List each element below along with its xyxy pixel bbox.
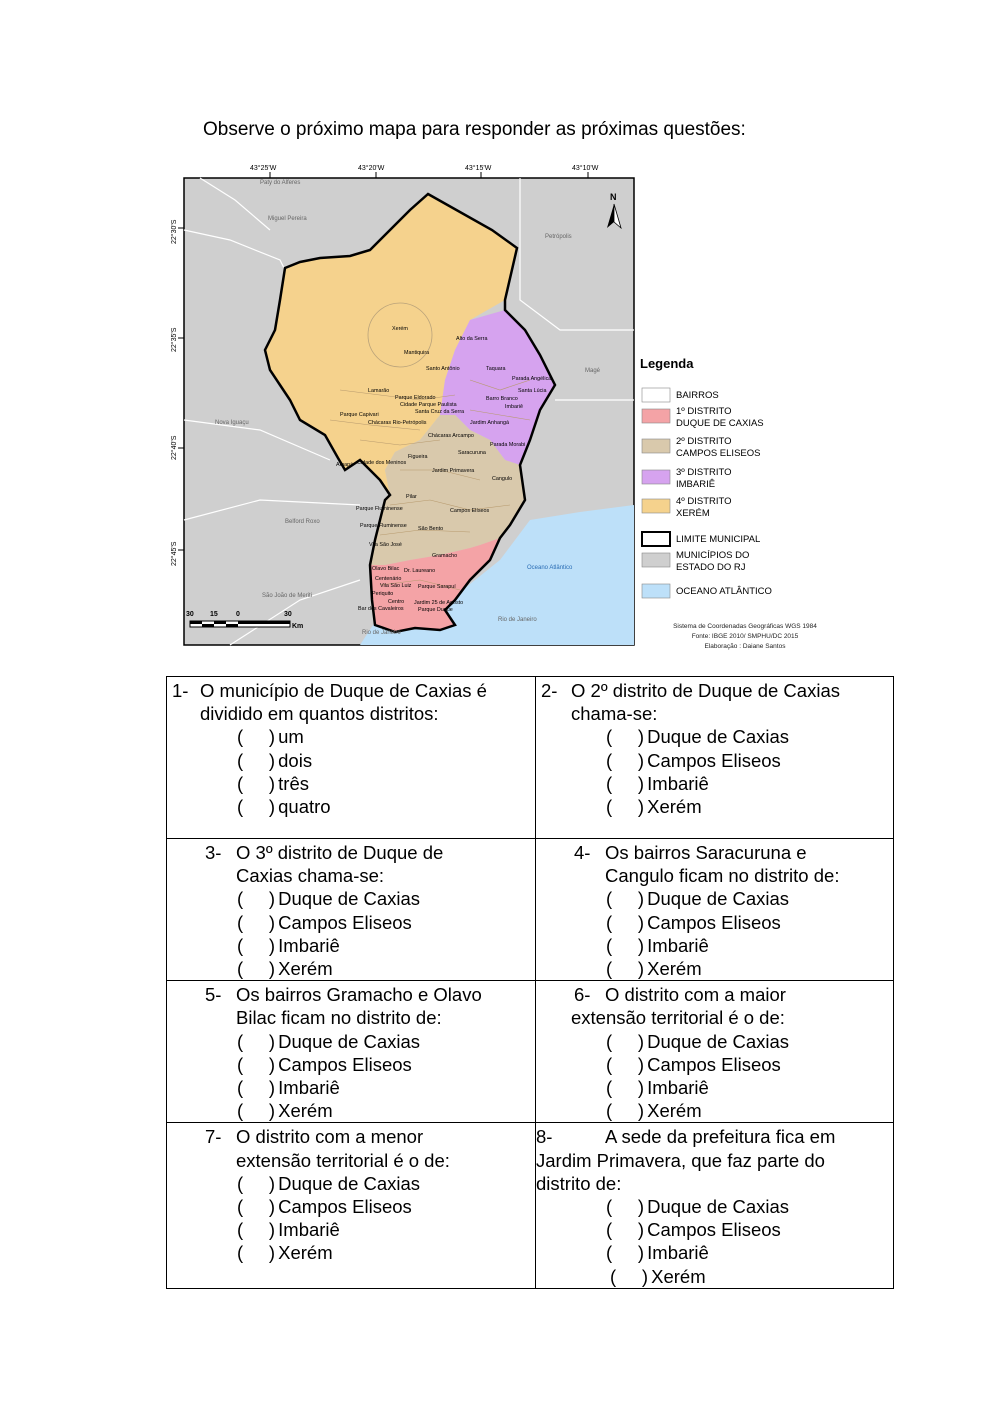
question-line: Caxias chama-se: bbox=[236, 865, 385, 887]
answer-checkbox[interactable]: ( ) bbox=[237, 888, 276, 910]
question-line: dividido em quantos distritos: bbox=[200, 703, 439, 725]
neighborhood-label: Mantiquira bbox=[404, 350, 430, 356]
question-cell bbox=[167, 677, 536, 839]
answer-option[interactable] bbox=[536, 934, 893, 957]
question-number: 2- bbox=[541, 680, 558, 701]
answer-label: Campos Eliseos bbox=[273, 911, 412, 933]
question-line: A sede da prefeitura fica em bbox=[605, 1126, 836, 1148]
question-number: 3- bbox=[205, 842, 222, 863]
municipality-label: Nova Iguaçu bbox=[215, 420, 249, 426]
neighborhood-label: Parque Duque bbox=[418, 607, 453, 613]
neighborhood-label: Jardim Anhangá bbox=[470, 420, 509, 426]
neighborhood-label: Centenário bbox=[375, 576, 402, 582]
answer-checkbox[interactable]: ( ) bbox=[606, 888, 645, 910]
neighborhood-label: São Bento bbox=[418, 526, 444, 532]
neighborhood-label: Centro bbox=[388, 599, 405, 605]
municipality-label: Petrópolis bbox=[545, 234, 572, 240]
map-svg bbox=[160, 158, 860, 658]
answer-label: Duque de Caxias bbox=[642, 1030, 790, 1052]
answer-checkbox[interactable]: ( ) bbox=[237, 1242, 276, 1264]
neighborhood-label: Parque Fluminense bbox=[356, 506, 403, 512]
answer-label: Xerém bbox=[642, 1100, 702, 1122]
answer-checkbox[interactable]: ( ) bbox=[237, 1172, 276, 1194]
municipality-label: Belford Roxo bbox=[285, 519, 320, 525]
answer-option[interactable] bbox=[536, 772, 893, 795]
question-line: Bilac ficam no distrito de: bbox=[236, 1007, 442, 1029]
north-label: N bbox=[610, 192, 617, 202]
lat-label: 22°40'S bbox=[171, 435, 178, 460]
answer-label: Xerém bbox=[646, 1265, 706, 1287]
answer-checkbox[interactable]: ( ) bbox=[606, 1196, 645, 1218]
lat-label: 22°35'S bbox=[171, 327, 178, 352]
question-number: 5- bbox=[205, 984, 222, 1006]
neighborhood-label: Figueira bbox=[408, 454, 428, 460]
neighborhood-label: Barro Branco bbox=[486, 396, 518, 402]
answer-option[interactable] bbox=[167, 749, 535, 772]
ocean-label: Oceano Atlântico bbox=[527, 565, 573, 571]
lat-label: 22°30'S bbox=[171, 219, 178, 244]
intro-text: Observe o próximo mapa para responder as próximas questões: bbox=[203, 119, 746, 140]
answer-option[interactable] bbox=[167, 1099, 535, 1122]
questions-table bbox=[166, 676, 894, 1289]
municipality-label: Miguel Pereira bbox=[268, 216, 307, 222]
legend-label: 3º DISTRITO bbox=[676, 467, 732, 478]
answer-checkbox[interactable]: ( ) bbox=[237, 749, 276, 771]
legend-label: OCEANO ATLÂNTICO bbox=[676, 586, 772, 597]
answer-checkbox[interactable]: ( ) bbox=[606, 1053, 645, 1075]
scale-unit: Km bbox=[292, 623, 304, 630]
question-cell bbox=[167, 981, 536, 1123]
answer-checkbox[interactable]: ( ) bbox=[606, 749, 645, 771]
scale-tick: 30 bbox=[284, 611, 292, 618]
answer-checkbox[interactable]: ( ) bbox=[237, 796, 276, 818]
answer-label: Xerém bbox=[642, 958, 702, 980]
municipality-label: Rio de Janeiro bbox=[362, 630, 401, 636]
answer-option[interactable] bbox=[536, 1218, 893, 1241]
answer-label: Campos Eliseos bbox=[642, 749, 781, 771]
answer-checkbox[interactable]: ( ) bbox=[606, 958, 645, 980]
answer-checkbox[interactable]: ( ) bbox=[606, 934, 645, 956]
answer-option[interactable] bbox=[536, 1265, 893, 1288]
answer-option[interactable] bbox=[536, 1053, 893, 1076]
legend-label: XERÉM bbox=[676, 508, 710, 519]
answer-option[interactable] bbox=[167, 725, 535, 748]
neighborhood-label: Santa Lúcia bbox=[518, 388, 547, 394]
neighborhood-label: Parque Capivari bbox=[340, 412, 379, 418]
answer-label: Campos Eliseos bbox=[642, 1219, 781, 1241]
legend-label: ESTADO DO RJ bbox=[676, 562, 746, 573]
legend-swatch bbox=[642, 439, 670, 453]
neighborhood-label: Parque Fluminense bbox=[360, 523, 407, 529]
legend-title: Legenda bbox=[640, 356, 694, 371]
neighborhood-label: Bar dos Cavaleiros bbox=[358, 606, 404, 612]
credit-line: Elaboração : Daiane Santos bbox=[704, 643, 786, 650]
answer-label: Imbariê bbox=[642, 1077, 709, 1099]
answer-option[interactable] bbox=[536, 887, 893, 910]
neighborhood-label: Campos Elíseos bbox=[450, 508, 490, 514]
answer-label: Xerém bbox=[273, 1242, 333, 1264]
question-number: 1- bbox=[172, 680, 189, 701]
legend-label: CAMPOS ELISEOS bbox=[676, 448, 761, 459]
neighborhood-label: Dr. Laureano bbox=[404, 568, 436, 574]
answer-label: Duque de Caxias bbox=[273, 1172, 421, 1194]
question-line: O município de Duque de Caxias é bbox=[200, 680, 487, 701]
question-line: distrito de: bbox=[536, 1172, 622, 1194]
answer-label: Campos Eliseos bbox=[642, 1053, 781, 1075]
municipality-label: São João de Meriti bbox=[262, 593, 313, 599]
question-line: Cangulo ficam no distrito de: bbox=[605, 865, 840, 887]
neighborhood-label: Vila São Luiz bbox=[380, 583, 412, 589]
answer-checkbox[interactable]: ( ) bbox=[237, 1219, 276, 1241]
answer-option[interactable] bbox=[536, 957, 893, 980]
answer-label: Imbariê bbox=[273, 934, 340, 956]
neighborhood-label: Santa Cruz da Serra bbox=[415, 409, 465, 415]
answer-checkbox[interactable]: ( ) bbox=[237, 726, 276, 748]
answer-label: Campos Eliseos bbox=[273, 1053, 412, 1075]
lon-label: 43°25'W bbox=[250, 165, 277, 172]
legend-label: 2º DISTRITO bbox=[676, 436, 732, 447]
question-cell bbox=[536, 839, 894, 981]
neighborhood-label: Jardim Primavera bbox=[432, 468, 475, 474]
answer-checkbox[interactable]: ( ) bbox=[606, 772, 645, 794]
neighborhood-label: Pilar bbox=[406, 494, 417, 500]
question-text bbox=[536, 1125, 893, 1148]
question-cell bbox=[167, 839, 536, 981]
answer-checkbox[interactable]: ( ) bbox=[237, 1053, 276, 1075]
district-map bbox=[160, 158, 860, 658]
scale-tick: 0 bbox=[236, 611, 240, 618]
map-credits bbox=[673, 623, 817, 650]
answer-option[interactable] bbox=[167, 887, 535, 910]
answer-label: Duque de Caxias bbox=[642, 726, 790, 748]
lon-label: 43°10'W bbox=[572, 165, 599, 172]
legend-swatch bbox=[642, 470, 670, 484]
neighborhood-label: Lamarão bbox=[368, 388, 390, 394]
question-line: extensão territorial é o de: bbox=[571, 1007, 785, 1029]
question-line: O 3º distrito de Duque de bbox=[236, 842, 444, 863]
neighborhood-label: Imbariê bbox=[505, 404, 523, 410]
question-number: 6- bbox=[574, 984, 591, 1006]
answer-checkbox[interactable]: ( ) bbox=[237, 958, 276, 980]
answer-option[interactable] bbox=[536, 1076, 893, 1099]
question-line: chama-se: bbox=[571, 703, 658, 725]
neighborhood-label: Santo Antônio bbox=[426, 366, 460, 372]
answer-checkbox[interactable]: ( ) bbox=[237, 934, 276, 956]
answer-label: Imbariê bbox=[273, 1077, 340, 1099]
answer-checkbox[interactable]: ( ) bbox=[237, 1077, 276, 1099]
answer-label: Imbariê bbox=[642, 772, 709, 794]
answer-option[interactable] bbox=[536, 1099, 893, 1122]
legend-label: DUQUE DE CAXIAS bbox=[676, 418, 764, 429]
legend bbox=[642, 388, 772, 598]
answer-option[interactable] bbox=[167, 911, 535, 934]
question-line: Os bairros Gramacho e Olavo bbox=[236, 984, 482, 1006]
answer-label: Xerém bbox=[273, 1100, 333, 1122]
legend-label: IMBARIÊ bbox=[676, 479, 716, 490]
credit-line: Fonte: IBGE 2010/ SMPHU/DC 2015 bbox=[691, 633, 799, 640]
legend-swatch bbox=[642, 499, 670, 513]
neighborhood-label: Jardim 25 de Agosto bbox=[414, 600, 464, 606]
question-line: O 2º distrito de Duque de Caxias bbox=[571, 680, 840, 701]
answer-option[interactable] bbox=[167, 772, 535, 795]
question-line: extensão territorial é o de: bbox=[236, 1149, 450, 1171]
legend-swatch bbox=[642, 388, 670, 402]
answer-option[interactable] bbox=[536, 1195, 893, 1218]
question-cell bbox=[536, 677, 894, 839]
answer-label: Imbariê bbox=[642, 1242, 709, 1264]
neighborhood-label: Taquara bbox=[486, 366, 506, 372]
legend-swatch bbox=[642, 532, 670, 546]
answer-option[interactable] bbox=[536, 1030, 893, 1053]
answer-checkbox[interactable]: ( ) bbox=[606, 1030, 645, 1052]
answer-checkbox[interactable]: ( ) bbox=[237, 1100, 276, 1122]
answer-label: dois bbox=[273, 749, 313, 771]
answer-option[interactable] bbox=[536, 795, 893, 818]
lon-label: 43°20'W bbox=[358, 165, 385, 172]
answer-label: Xerém bbox=[273, 958, 333, 980]
answer-option[interactable] bbox=[167, 934, 535, 957]
answer-option[interactable] bbox=[167, 1053, 535, 1076]
answer-option[interactable] bbox=[167, 1241, 535, 1264]
question-cell bbox=[536, 981, 894, 1123]
neighborhood-label: Amapá bbox=[336, 462, 354, 468]
legend-label: 4º DISTRITO bbox=[676, 496, 732, 507]
answer-checkbox[interactable]: ( ) bbox=[610, 1265, 649, 1287]
credit-line: Sistema de Coordenadas Geográficas WGS 1984 bbox=[673, 623, 817, 630]
neighborhood-label: Cangulo bbox=[492, 476, 513, 482]
scale-tick: 30 bbox=[186, 611, 194, 618]
neighborhood-label: Chácaras Arcampo bbox=[428, 433, 474, 439]
legend-swatch bbox=[642, 409, 670, 423]
answer-label: Xerém bbox=[642, 796, 702, 818]
answer-option[interactable] bbox=[536, 911, 893, 934]
answer-option[interactable] bbox=[167, 795, 535, 818]
legend-label: LIMITE MUNICIPAL bbox=[676, 534, 761, 545]
legend-label: BAIRROS bbox=[676, 390, 719, 401]
answer-label: Duque de Caxias bbox=[273, 1030, 421, 1052]
neighborhood-label: Periquito bbox=[372, 591, 394, 597]
answer-label: Duque de Caxias bbox=[642, 888, 790, 910]
question-line: Os bairros Saracuruna e bbox=[605, 842, 807, 863]
question-line: Jardim Primavera, que faz parte do bbox=[536, 1149, 825, 1171]
answer-label: um bbox=[273, 726, 304, 748]
answer-checkbox[interactable]: ( ) bbox=[237, 911, 276, 933]
answer-option[interactable] bbox=[167, 1172, 535, 1195]
answer-option[interactable] bbox=[167, 1030, 535, 1053]
answer-label: Campos Eliseos bbox=[642, 911, 781, 933]
neighborhood-label: Cidade dos Meninos bbox=[357, 460, 407, 466]
neighborhood-label: Olavo Bilac bbox=[372, 566, 400, 572]
answer-label: Duque de Caxias bbox=[642, 1196, 790, 1218]
neighborhood-label: Parada Angélica bbox=[512, 376, 552, 382]
municipality-label: Rio de Janeiro bbox=[498, 617, 537, 623]
question-number: 4- bbox=[574, 842, 591, 863]
question-cell bbox=[536, 1123, 894, 1288]
neighborhood-label: Cidade Parque Paulista bbox=[400, 402, 457, 408]
answer-option[interactable] bbox=[536, 1241, 893, 1264]
answer-checkbox[interactable]: ( ) bbox=[606, 796, 645, 818]
neighborhood-label: Vila São José bbox=[369, 542, 402, 548]
answer-label: Imbariê bbox=[273, 1219, 340, 1241]
scale-tick: 15 bbox=[210, 611, 218, 618]
question-line: O distrito com a menor bbox=[236, 1126, 424, 1148]
answer-checkbox[interactable]: ( ) bbox=[237, 772, 276, 794]
neighborhood-label: Parque Sarapuí bbox=[418, 584, 456, 590]
answer-checkbox[interactable]: ( ) bbox=[606, 1100, 645, 1122]
question-number: 7- bbox=[205, 1126, 222, 1148]
answer-label: Campos Eliseos bbox=[273, 1196, 412, 1218]
answer-label: Imbariê bbox=[642, 934, 709, 956]
legend-swatch bbox=[642, 584, 670, 598]
answer-option[interactable] bbox=[536, 725, 893, 748]
answer-option[interactable] bbox=[167, 1195, 535, 1218]
neighborhood-label: Chácaras Rio-Petrópolis bbox=[368, 420, 427, 426]
legend-label: MUNICÍPIOS DO bbox=[676, 550, 750, 561]
lon-label: 43°15'W bbox=[465, 165, 492, 172]
municipality-label: Paty do Alferes bbox=[260, 180, 301, 186]
answer-checkbox[interactable]: ( ) bbox=[237, 1030, 276, 1052]
answer-label: três bbox=[273, 772, 309, 794]
answer-label: quatro bbox=[273, 796, 331, 818]
question-number: 8- bbox=[536, 1126, 553, 1148]
answer-label: Duque de Caxias bbox=[273, 888, 421, 910]
answer-checkbox[interactable]: ( ) bbox=[237, 1196, 276, 1218]
neighborhood-label: Parada Morabi bbox=[490, 442, 526, 448]
legend-label: 1º DISTRITO bbox=[676, 406, 732, 417]
municipality-label: Magé bbox=[585, 368, 601, 374]
answer-checkbox[interactable]: ( ) bbox=[606, 1242, 645, 1264]
neighborhood-label: Saracuruna bbox=[458, 450, 486, 456]
answer-option[interactable] bbox=[167, 1076, 535, 1099]
answer-checkbox[interactable]: ( ) bbox=[606, 1219, 645, 1241]
neighborhood-label: Alto da Serra bbox=[456, 336, 488, 342]
answer-checkbox[interactable]: ( ) bbox=[606, 911, 645, 933]
answer-option[interactable] bbox=[167, 1218, 535, 1241]
neighborhood-label: Parque Eldorado bbox=[395, 395, 436, 401]
question-cell bbox=[167, 1123, 536, 1288]
answer-checkbox[interactable]: ( ) bbox=[606, 1077, 645, 1099]
neighborhood-label: Xerém bbox=[392, 326, 408, 332]
legend-swatch bbox=[642, 553, 670, 567]
neighborhood-label: Gramacho bbox=[432, 553, 458, 559]
answer-checkbox[interactable]: ( ) bbox=[606, 726, 645, 748]
answer-option[interactable] bbox=[167, 957, 535, 980]
answer-option[interactable] bbox=[536, 749, 893, 772]
lat-label: 22°45'S bbox=[171, 541, 178, 566]
question-line: O distrito com a maior bbox=[605, 984, 786, 1006]
